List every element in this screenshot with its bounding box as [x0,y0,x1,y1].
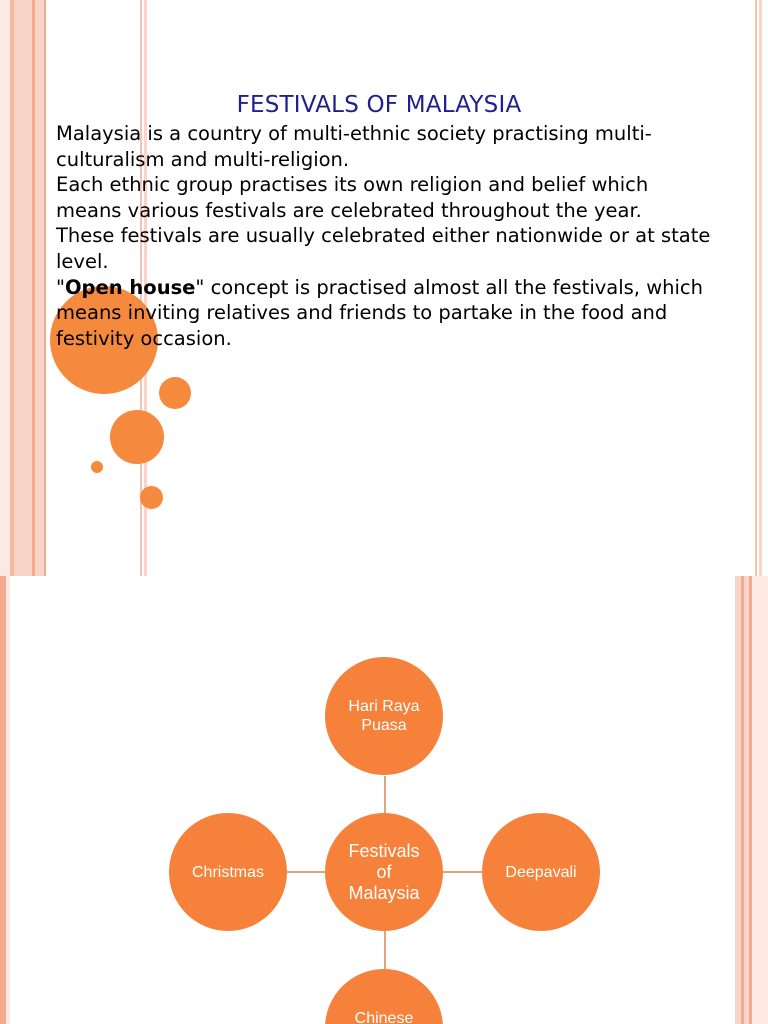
slide-title: FESTIVALS OF MALAYSIA [236,92,522,118]
slide-body [56,121,716,351]
diagram-node-bottom [325,969,443,1024]
decorative-stripe [759,0,762,576]
quote-open: " [56,275,65,299]
connector-top [384,776,386,815]
decorative-stripe [35,0,44,576]
decorative-stripe [6,576,10,1024]
open-house-bold: Open house [64,275,196,299]
decorative-stripe [752,576,768,1024]
decorative-circle [110,410,164,464]
node-label-hari-raya: Hari Raya Puasa [348,698,420,734]
decorative-stripe [44,0,46,576]
paragraph-multi-ethnic: Malaysia is a country of multi-ethnic society practising multi-culturalism and multi-religion. [56,122,652,171]
diagram-node-top [325,657,443,775]
slide-2 [0,576,768,1024]
decorative-circle [140,486,163,509]
decorative-stripe [755,0,757,576]
connector-bottom [384,931,386,969]
decorative-circle [159,377,191,409]
diagram-node-right [482,813,600,931]
paragraph-open-house [56,275,716,352]
paragraph-religion: Each ethnic group practises its own religion and belief which means various festivals are celebrated throughout the year. [56,173,649,222]
decorative-stripe [0,0,10,576]
decorative-circle [91,461,103,473]
node-label-christmas: Christmas [191,863,264,881]
decorative-stripe [14,0,32,576]
diagram-node-left [169,813,287,931]
node-label-deepavali: Deepavali [505,863,577,881]
paragraph-nationwide: These festivals are usually celebrated either nationwide or at state level. [56,224,711,273]
diagram-node-center [325,813,443,931]
node-label-chinese: Chinese [354,1010,414,1024]
connector-left [287,871,325,873]
open-house-rest: " concept is practised almost all the festivals, which means inviting relatives and friends to partake in the food and festivity occasion. [56,275,704,350]
node-label-center: Festivals of Malaysia [348,840,420,903]
connector-right [443,871,483,873]
